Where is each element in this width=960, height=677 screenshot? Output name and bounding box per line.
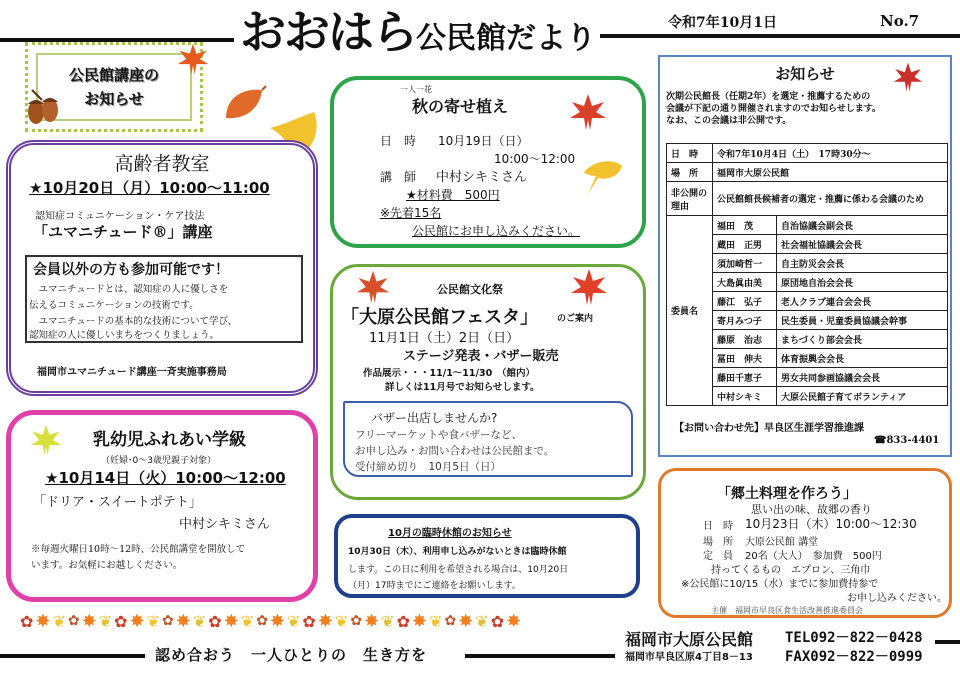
infant-class-note: ※毎週火曜日10時～12時、公民館講堂を開放して: [31, 544, 246, 555]
elder-class-title: 高齢者教室: [114, 153, 210, 175]
notice-title: お知らせ: [775, 65, 835, 83]
member-name: 冨田 伸夫: [713, 349, 777, 368]
notice-intro: 次期公民館長（任期2年）を選定・推薦するための: [666, 92, 871, 102]
member-name: 藤江 弘子: [713, 292, 777, 311]
member-name: 大島眞由美: [713, 273, 777, 292]
planting-date: 10月19日（日）: [438, 134, 529, 148]
elder-class-organizer: 福岡市ユマニチュード講座一斉実施事務局: [37, 367, 227, 378]
member-name: 中村シキミ: [713, 387, 777, 406]
closure-title: 10月の臨時休館のお知らせ: [388, 528, 512, 539]
member-role: 自治協議会副会長: [777, 216, 948, 235]
leaf-icon: [222, 84, 268, 122]
elder-class-panel: [6, 140, 318, 396]
member-name: 藤田千恵子: [713, 368, 777, 387]
bazaar-heading: バザー出店しませんか?: [371, 411, 498, 425]
row-label: 非公開の理由: [667, 182, 713, 216]
elder-class-course-name: 「ユマニチュード®」講座: [33, 223, 213, 241]
member-role: 原団地自治会会長: [777, 273, 948, 292]
cooking-subtitle: 思い出の味、故郷の香り: [751, 503, 872, 516]
festa-dates: 11月1日（土）2日（日）: [369, 331, 520, 346]
welcome-line: 認知症の人に優しいまちをつくりましょう。: [29, 330, 220, 341]
closure-line: （月）17時までにご連絡をお願いします。: [348, 581, 521, 591]
cooking-capacity: 20名（大人） 参加費 500円: [745, 551, 882, 562]
planting-kicker: 一人一花: [400, 85, 432, 94]
footer-address: 福岡市早良区原4丁目8－13: [625, 652, 753, 663]
member-role: まちづくり部会会長: [777, 330, 948, 349]
cooking-date: 10月23日（木）10:00～12:30: [745, 517, 917, 531]
members-label: 委員名: [667, 216, 713, 406]
footer-rule-mid: [465, 654, 615, 658]
cooking-panel: [658, 468, 952, 618]
slogan: 認め合おう 一人ひとりの 生き方を: [155, 646, 428, 664]
leaf-garland: ✿ ✸ ❦ ✿ ✸ ❦ ✿ ✸ ❦ ✿ ✸ ❦ ✿ ✸ ❦ ✿ ✸ ❦ ✿ ✸ ❦ ✿ ✸ ❦ ✿ ✸ ❦ ✿ ✸ ❦ ✿ ✸: [20, 610, 522, 632]
member-role: 自主防災会会長: [777, 254, 948, 273]
planting-title: 秋の寄せ植え: [412, 97, 509, 116]
infant-class-title: 乳幼児ふれあい学級: [93, 430, 246, 450]
table-row: [667, 163, 948, 182]
planting-date-label: 日 時: [380, 134, 417, 148]
member-name: 福田 茂: [713, 216, 777, 235]
festa-title: 「大原公民館フェスタ」: [341, 307, 539, 328]
welcome-line: ユマニチュードとは、認知症の人に優しさを: [29, 284, 229, 295]
member-role: 民生委員・児童委員協議会幹事: [777, 311, 948, 330]
cooking-host: 主催 福岡市早良区食生活改善推進委員会: [711, 606, 863, 615]
cooking-title: 「郷土料理を作ろう」: [717, 486, 857, 502]
notice-contact: 【お問い合わせ先】早良区生涯学習推進課: [674, 423, 864, 434]
planting-apply: 公民館にお申し込みください。: [412, 224, 581, 238]
issue-number: No.7: [880, 12, 920, 30]
planting-panel: [330, 76, 646, 248]
maple-leaf-icon: [355, 269, 391, 305]
ginkgo-leaf-icon: [580, 154, 624, 198]
table-row: [667, 216, 948, 235]
notice-intro: なお、この会議は非公開です。: [666, 116, 792, 126]
cooking-apply: お申し込みください。: [847, 593, 947, 604]
bazaar-line: お申し込み・お問い合わせは公民館まで。: [355, 445, 555, 457]
infant-class-instructor: 中村シキミさん: [179, 517, 271, 532]
planting-instructor: 中村シキミさん: [436, 170, 528, 185]
notice-contact-tel: ☎833-4401: [874, 435, 940, 446]
planting-time: 10:00～12:00: [494, 152, 576, 166]
member-role: 社会福祉協議会会長: [777, 235, 948, 254]
courses-label-line1: 公民館講座の: [68, 66, 159, 84]
issue-date: 令和7年10月1日: [668, 15, 777, 31]
cooking-date-label: 日 時: [703, 521, 733, 532]
welcome-line: ユマニチュードの基本的な技術について学び、: [29, 316, 238, 327]
footer-org-name: 福岡市大原公民館: [625, 630, 754, 649]
notice-panel: [658, 55, 952, 457]
festa-kicker: 公民館文化祭: [437, 283, 503, 296]
elder-class-datetime: ★10月20日（月）10:00～11:00: [29, 179, 270, 197]
maple-leaf-icon: [569, 267, 609, 307]
maple-leaf-icon: [176, 42, 210, 76]
festa-events: ステージ発表・バザー販売: [403, 349, 559, 364]
bazaar-line: フリーマーケットや食バザーなど、: [355, 429, 523, 441]
planting-capacity: ※先着15名: [380, 206, 442, 220]
footer-rule-left: [0, 654, 145, 658]
maple-leaf-icon: [568, 92, 608, 132]
closure-line: します。この日に利用を希望される場合は、10月20日: [348, 565, 569, 575]
member-name: 蔵田 正男: [713, 235, 777, 254]
row-value: 福岡市大原公民館: [713, 163, 948, 182]
welcome-line: 伝えるコミュニケーションの技術です。: [29, 300, 199, 311]
row-label: 日 時: [667, 144, 713, 163]
infant-class-target: （妊婦･0～3歳児親子対象）: [101, 456, 216, 466]
festa-panel: [330, 264, 646, 500]
planting-fee: ★材料費 500円: [406, 188, 500, 202]
cooking-place-label: 場 所: [703, 537, 733, 548]
bazaar-box: [343, 401, 633, 477]
newsletter-title: [240, 0, 596, 71]
infant-class-panel: [6, 410, 318, 602]
member-name: 須加崎哲一: [713, 254, 777, 273]
bazaar-line: 受付締め切り 10月5日（日）: [355, 461, 502, 473]
cooking-capacity-label: 定 員: [703, 551, 733, 562]
acorn-icon: [22, 80, 62, 130]
footer-fax: FAX092－822－0999: [785, 649, 923, 665]
row-value: 令和7年10月4日（土） 17時30分～: [713, 144, 948, 163]
member-name: 藤原 治志: [713, 330, 777, 349]
member-name: 寄月みつ子: [713, 311, 777, 330]
cooking-apply: ※公民館に10/15（水）までに参加費持参で: [681, 579, 879, 590]
table-row: [667, 144, 948, 163]
planting-instructor-label: 講 師: [380, 170, 417, 184]
festa-details: 詳しくは11月号でお知らせします。: [385, 382, 540, 393]
cooking-place: 大原公民館 講堂: [745, 537, 819, 548]
infant-class-menu: 「ドリア・スイートポテト」: [33, 495, 202, 510]
infant-class-datetime: ★10月14日（火）10:00～12:00: [45, 469, 286, 487]
yellow-leaf-icon: [29, 423, 63, 457]
members-welcome-box: [25, 255, 303, 343]
closure-line: 10月30日（木）、利用申し込みがないときは臨時休館: [348, 547, 567, 557]
infant-class-note: います。お気軽にお越しください。: [31, 560, 183, 571]
festa-exhibit: 作品展示・・・11/1～11/30 （館内）: [363, 368, 535, 379]
festa-title-suffix: のご案内: [557, 314, 594, 324]
elder-class-subtitle: 認知症コミュニケーション・ケア技法: [35, 211, 205, 222]
footer-rule-right: [935, 640, 960, 644]
title-kana: おおはら: [240, 5, 416, 59]
maple-leaf-icon: [892, 61, 924, 93]
welcome-heading: 会員以外の方も参加可能です！: [33, 262, 229, 278]
member-role: 体育振興会会長: [777, 349, 948, 368]
meeting-table: [666, 143, 948, 406]
member-role: 男女共同参画協議会会長: [777, 368, 948, 387]
courses-label-line2: お知らせ: [84, 90, 144, 108]
cooking-bring: 持ってくるもの エプロン、三角巾: [711, 565, 871, 576]
row-value: 公民館館長候補者の選定・推薦に係わる会議のため: [713, 182, 948, 216]
header-rule-right: [600, 34, 960, 38]
notice-intro: 会議が下記の通り開催されますのでお知らせします。: [666, 104, 882, 114]
closure-panel: [334, 514, 640, 598]
row-label: 場 所: [667, 163, 713, 182]
member-role: 老人クラブ連合会会長: [777, 292, 948, 311]
footer-tel: TEL092－822－0428: [785, 630, 923, 646]
member-role: 大原公民館子育てボランティア: [777, 387, 948, 406]
table-row: [667, 182, 948, 216]
title-rest: 公民館だより: [416, 21, 596, 56]
